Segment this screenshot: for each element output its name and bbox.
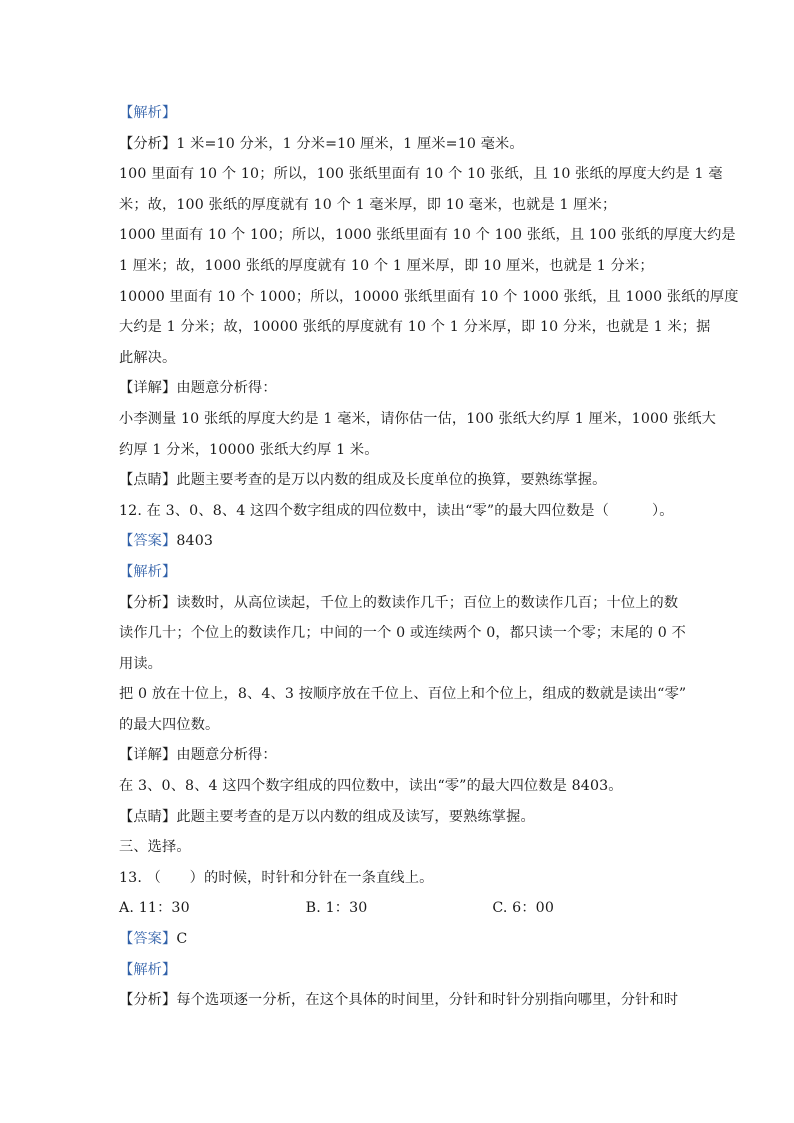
text-line: 【分析】每个选项逐一分析，在这个具体的时间里，分针和时针分别指向哪里，分针和时	[119, 992, 679, 1009]
section-tag: 【解析】	[119, 105, 177, 121]
document-body	[119, 98, 739, 1016]
text-line: 约厚 1 分米，10000 张纸大约厚 1 米。	[119, 441, 379, 458]
section-tag: 【解析】	[119, 961, 177, 978]
section-tag-line	[119, 924, 679, 955]
text-line: 在 3、0、8、4 这四个数字组成的四位数中，读出“零”的最大四位数是 8403。	[119, 778, 623, 795]
text-line: 读作几十；个位上的数读作几；中间的一个 0 或连续两个 0，都只读一个零；末尾的 0 不	[119, 625, 686, 642]
answer-option: B. 1：30	[305, 900, 368, 917]
text-line: 把 0 放在十位上，8、4、3 按顺序放在千位上、百位上和个位上，组成的数就是读出“零”	[119, 686, 687, 703]
section-tag-line	[119, 955, 679, 986]
section-tag-line	[119, 98, 679, 129]
text-line: 13. （ ）的时候，时针和分针在一条直线上。	[119, 869, 434, 886]
answer-option: A. 11：30	[119, 900, 190, 917]
text-line: 【分析】读数时，从高位读起，千位上的数读作几千；百位上的数读作几百；十位上的数	[119, 594, 679, 611]
text-line: 的最大四位数。	[119, 716, 220, 733]
text-line: 【分析】1 米=10 分米，1 分米=10 厘米，1 厘米=10 毫米。	[119, 135, 524, 152]
text-line: 10000 里面有 10 个 1000；所以，10000 张纸里面有 10 个 1000 张纸，且 1000 张纸的厚度	[119, 288, 739, 305]
answer-options	[119, 893, 679, 924]
text-line: 大约是 1 分米；故，10000 张纸的厚度就有 10 个 1 分米厚，即 10 分米，也就是 1 米；据	[119, 319, 711, 336]
text-line: 用读。	[119, 655, 163, 672]
section-tag-line	[119, 526, 679, 557]
text-line: 米；故，100 张纸的厚度就有 10 个 1 毫米厚，即 10 毫米，也就是 1 厘米；	[119, 196, 617, 213]
section-tag: 【答案】	[119, 931, 177, 948]
text-line: 此解决。	[119, 349, 177, 366]
text-line: 【点睛】此题主要考查的是万以内数的组成及读写，要熟练掌握。	[119, 808, 535, 825]
section-tag: 【答案】	[119, 533, 177, 550]
text-line: 小李测量 10 张纸的厚度大约是 1 毫米，请你估一估，100 张纸大约厚 1 厘米，1000 张纸大	[119, 410, 717, 427]
section-tag-line	[119, 557, 679, 588]
text-line: 1 厘米；故，1000 张纸的厚度就有 10 个 1 厘米厚，即 10 厘米，也就是 1 分米；	[119, 257, 654, 274]
text-line: 【点睛】此题主要考查的是万以内数的组成及长度单位的换算，要熟练掌握。	[119, 472, 607, 489]
answer-option: C. 6：00	[492, 900, 555, 917]
text-line: 100 里面有 10 个 10；所以，100 张纸里面有 10 个 10 张纸，且 10 张纸的厚度大约是 1 毫	[119, 166, 723, 183]
text-line: 1000 里面有 10 个 100；所以，1000 张纸里面有 10 个 100 张纸，且 100 张纸的厚度大约是	[119, 227, 736, 244]
text-line: 12. 在 3、0、8、4 这四个数字组成的四位数中，读出“零”的最大四位数是（ ）。	[119, 502, 674, 519]
section-tag: 【解析】	[119, 563, 177, 580]
text-line: 三、选择。	[119, 839, 191, 856]
text-line: 【详解】由题意分析得：	[119, 380, 277, 397]
answer-value: 8403	[176, 533, 214, 550]
text-line: 【详解】由题意分析得：	[119, 747, 277, 764]
answer-value: C	[176, 931, 188, 948]
